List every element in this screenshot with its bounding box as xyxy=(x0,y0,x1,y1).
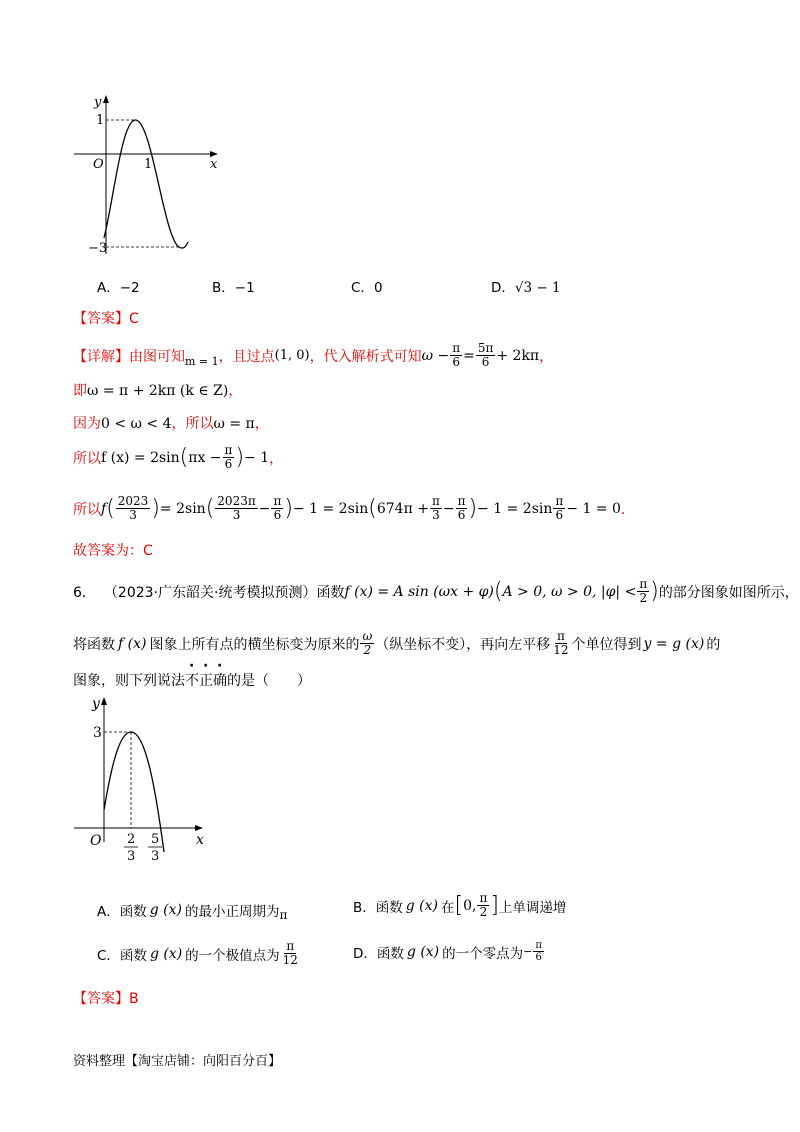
q6-option-a: A．函数 g (x) 的最小正周期为 π xyxy=(97,902,288,922)
graph1-x-label: x xyxy=(210,157,218,172)
q6-option-c: C．函数 g (x) 的一个极值点为 $\frac{\pi}{12}$ xyxy=(97,939,298,967)
graph2-y-label: y xyxy=(92,696,100,712)
q6-line-1: 6． （2023·广东韶关·统考模拟预测）函数 f (x) = A sin (ωx + φ) ( A > 0, ω > 0, |φ| < $\frac{\pi}{2}$ ) 的部分图象如图所示， xyxy=(73,577,799,605)
graph2-tick-x2-num: 5 xyxy=(151,832,160,847)
q5-detail-line-3: 因为0 < ω < 4，所以ω = π， xyxy=(73,416,269,432)
q6-option-d: D．函数 g (x) 的一个零点为 − $\frac{\pi}{6}$ xyxy=(353,940,542,963)
q5-detail-line-5: 所以 f ( $\frac{2023}{3}$ ) = 2sin ( $\frac{2023\pi}{3}$ − $\frac{\pi}{6}$ ) − 1 = 2sin ( 674π + $\frac{\pi}{3}$ − $\frac{\pi}{6}$ ) − 1 = 2sin $\frac{\pi}{6}$ − 1 = 0 ． xyxy=(73,494,635,522)
q6-line-3: 图象，则下列说法不正确的是（ ） xyxy=(73,673,311,689)
graph1-tick-y-top: 1 xyxy=(96,113,105,128)
graph2-tick-y: 3 xyxy=(93,725,102,741)
graph1-origin: O xyxy=(93,157,104,172)
q5-detail-line-1: 【详解】 由图可知 m = 1 ，且过点 (1, 0) ，代入解析式可知 ω − $\frac{\pi}{6}$ = $\frac{5\pi}{6}$ + 2kπ ， xyxy=(73,341,554,369)
q5-final-answer: 故答案为：C xyxy=(73,543,153,559)
q5-option-d: D．√3 − 1 xyxy=(491,280,561,296)
graph1-y-label: y xyxy=(94,95,102,110)
q5-option-a: A．−2 xyxy=(97,280,140,296)
graph2-tick-x1-num: 2 xyxy=(127,832,136,847)
graph-1 xyxy=(60,88,230,258)
graph2-tick-x2-den: 3 xyxy=(151,849,160,864)
q6-line-2: 将函数 f (x) 图象上所有点的横坐标变为原来的 $\frac{\omega}{2}$ （纵坐标不变），再向左平移 $\frac{\pi}{12}$ 个单位得到 y = g (x) 的 xyxy=(73,629,721,657)
graph-2 xyxy=(60,692,220,872)
graph1-tick-x: 1 xyxy=(144,157,153,172)
graph1-tick-y-bottom: −3 xyxy=(88,241,108,256)
graph2-y-arrow-icon xyxy=(101,697,107,705)
q5-detail-line-2: 即ω = π + 2kπ (k ∈ Z)， xyxy=(73,383,243,399)
q5-option-c: C．0 xyxy=(351,280,383,296)
q6-option-b: B．函数 g (x) 在 [ 0, $\frac{\pi}{2}$ ] 上单调递增 xyxy=(353,891,567,919)
graph1-y-arrow-icon xyxy=(103,95,109,103)
footer-note: 资料整理【淘宝店铺：向阳百分百】 xyxy=(73,1054,282,1069)
graph2-origin: O xyxy=(90,833,102,849)
graph2-x-label: x xyxy=(196,832,204,848)
graph2-tick-x1-den: 3 xyxy=(127,849,136,864)
q5-option-b: B．−1 xyxy=(212,280,255,296)
graph1-curve xyxy=(104,120,188,248)
q5-detail-line-4: 所以 f (x) = 2sin ( πx − $\frac{\pi}{6}$ ) − 1 ， xyxy=(73,443,284,471)
graph2-x-arrow-icon xyxy=(195,825,203,831)
q5-answer: 【答案】C xyxy=(73,311,139,327)
q6-answer: 【答案】B xyxy=(73,991,139,1007)
